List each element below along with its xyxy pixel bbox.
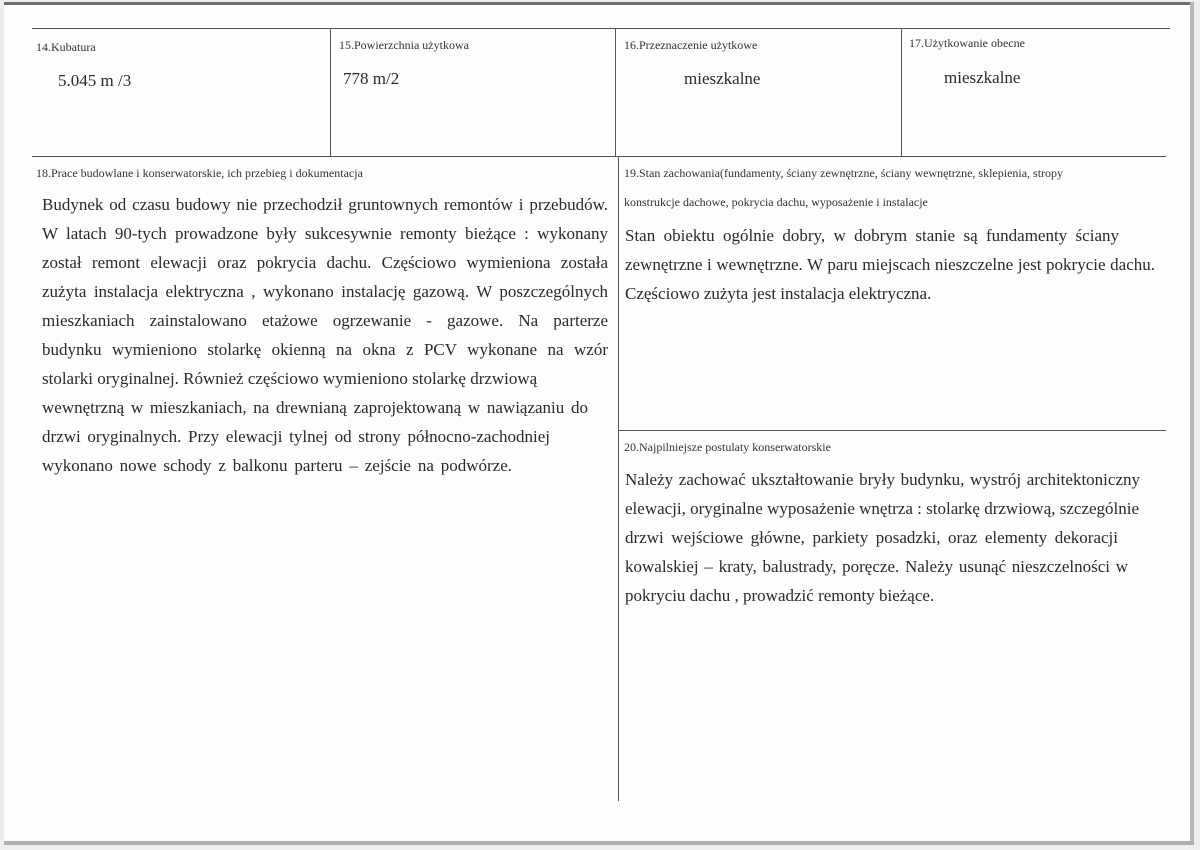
s20-line: drzwi wejściowe główne, parkiety posadzki, oraz elementy dekoracji	[625, 528, 1118, 547]
s19-line: zewnętrzne i wewnętrzne. W paru miejscach nieszczelne jest pokrycie dachu.	[625, 255, 1155, 274]
s20-line: kowalskiej – kraty, balustrady, poręcze. Należy usunąć nieszczelności w	[625, 557, 1128, 576]
right-edge	[1190, 2, 1194, 845]
top-edge	[4, 2, 1194, 5]
przeznaczenie-label: 16.Przeznaczenie użytkowe	[624, 38, 758, 52]
s19-s20-rule	[618, 430, 1166, 431]
s18-line: został remont elewacji oraz pokrycia dachu. Częściowo wymieniona została	[42, 253, 608, 272]
przeznaczenie-value: mieszkalne	[684, 69, 761, 88]
s20-line: elewacji, oryginalne wyposażenie wnętrza : stolarkę drzwiową, szczególnie	[625, 499, 1140, 518]
s19-line: Częściowo zużyta jest instalacja elektryczna.	[625, 284, 932, 303]
uzytkowanie-label: 17.Użytkowanie obecne	[909, 36, 1025, 50]
s18-label: 18.Prace budowlane i konserwatorskie, ich przebieg i dokumentacja	[36, 166, 363, 180]
s20-paragraph	[625, 465, 1145, 610]
s18-line: stolarki oryginalnej. Również częściowo wymieniono stolarkę drzwiową	[42, 369, 538, 388]
s18-line: W latach 90-tych prowadzone były sukcesywnie remonty bieżące : wykonany	[42, 224, 608, 243]
divider-16-17	[901, 29, 902, 157]
divider-14-15	[330, 29, 331, 157]
uzytkowanie-value: mieszkalne	[944, 68, 1021, 87]
bottom-edge	[4, 841, 1194, 845]
s18-paragraph	[42, 190, 608, 480]
s18-line: drzwi oryginalnych. Przy elewacji tylnej od strony północno-zachodniej	[42, 427, 550, 446]
s18-line: wewnętrzną w mieszkaniach, na drewnianą zaprojektowaną w nawiązaniu do	[42, 398, 588, 417]
s18-line: mieszkaniach zainstalowano etażowe ogrzewanie - gazowe. Na parterze	[42, 311, 608, 330]
s19-paragraph	[625, 221, 1155, 308]
s19-line: Stan obiektu ogólnie dobry, w dobrym stanie są fundamenty ściany	[625, 226, 1119, 245]
divider-15-16	[615, 29, 616, 157]
kubatura-value: 5.045 m /3	[58, 71, 132, 90]
row1-bottom-rule	[32, 156, 1166, 157]
s20-line: pokryciu dachu , prowadzić remonty bieżące.	[625, 586, 935, 605]
powierzchnia-label: 15.Powierzchnia użytkowa	[339, 38, 469, 52]
top-rule	[32, 28, 1170, 29]
s18-line: budynku wymieniono stolarkę okienną na okna z PCV wykonane na wzór	[42, 340, 608, 359]
document-sheet	[4, 2, 1194, 845]
s20-line: Należy zachować ukształtowanie bryły budynku, wystrój architektoniczny	[625, 470, 1140, 489]
s20-label: 20.Najpilniejsze postulaty konserwatorskie	[624, 440, 831, 454]
s18-line: Budynek od czasu budowy nie przechodził gruntownych remontów i przebudów.	[42, 195, 608, 214]
main-vertical-divider	[618, 156, 619, 801]
s18-line: wykonano nowe schody z balkonu parteru – zejście na podwórze.	[42, 456, 512, 475]
s18-line: zużyta instalacja elektryczna , wykonano instalację gazową. W poszczególnych	[42, 282, 608, 301]
powierzchnia-value: 778 m/2	[343, 69, 400, 88]
kubatura-label: 14.Kubatura	[36, 40, 96, 54]
s19-label-line1: 19.Stan zachowania(fundamenty, ściany zewnętrzne, ściany wewnętrzne, sklepienia, stropy	[624, 166, 1064, 180]
s19-label-line2: konstrukcje dachowe, pokrycia dachu, wyposażenie i instalacje	[624, 195, 928, 209]
